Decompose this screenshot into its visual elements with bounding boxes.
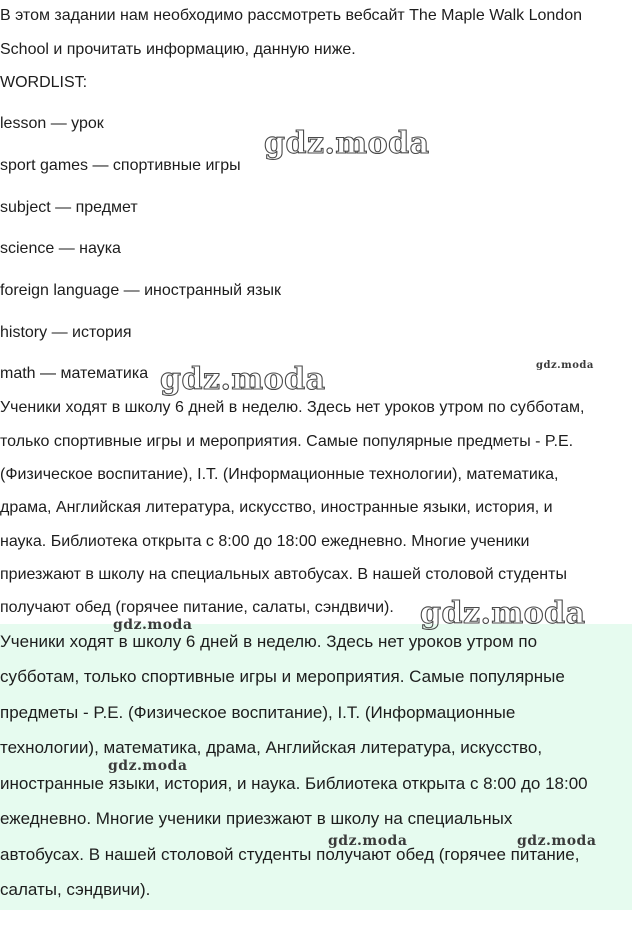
wordlist-item: history — история	[0, 324, 132, 341]
paragraph-line: наука. Библиотека открыта с 8:00 до 18:00 ежедневно. Многие ученики	[0, 533, 530, 550]
watermark-logo: gdz.moda	[264, 126, 430, 161]
paragraph-line: Ученики ходят в школу 6 дней в неделю. Здесь нет уроков утром по субботам,	[0, 399, 585, 416]
watermark-logo: gdz.moda	[328, 833, 408, 849]
watermark-logo: gdz.moda	[536, 360, 594, 371]
wordlist-item: lesson — урок	[0, 115, 104, 132]
wordlist-item: foreign language — иностранный язык	[0, 282, 281, 299]
wordlist-item: subject — предмет	[0, 199, 138, 216]
paragraph-line: получают обед (горячее питание, салаты, сэндвичи).	[0, 599, 394, 616]
answer-line: иностранные языки, история, и наука. Библиотека открыта с 8:00 до 18:00	[0, 774, 588, 793]
wordlist-heading: WORDLIST:	[0, 74, 88, 91]
intro-line-2: School и прочитать информацию, данную ниже.	[0, 41, 356, 58]
watermark-logo: gdz.moda	[420, 596, 586, 631]
answer-line: салаты, сэндвичи).	[0, 880, 151, 899]
wordlist-item: science — наука	[0, 240, 121, 257]
paragraph-line: приезжают в школу на специальных автобусах. В нашей столовой студенты	[0, 566, 567, 583]
wordlist-item: math — математика	[0, 365, 149, 382]
answer-line: автобусах. В нашей столовой студенты получают обед (горячее питание,	[0, 845, 580, 864]
paragraph-line: драма, Английская литература, искусство, иностранные языки, история, и	[0, 499, 553, 516]
watermark-logo: gdz.moda	[113, 617, 193, 633]
watermark-logo: gdz.moda	[160, 362, 326, 397]
paragraph-line: только спортивные игры и мероприятия. Самые популярные предметы - P.E.	[0, 433, 574, 450]
answer-line: ежедневно. Многие ученики приезжают в школу на специальных	[0, 809, 513, 828]
answer-line: субботам, только спортивные игры и мероприятия. Самые популярные	[0, 667, 565, 686]
answer-line: предметы - P.E. (Физическое воспитание), I.T. (Информационные	[0, 703, 516, 722]
watermark-logo: gdz.moda	[108, 758, 188, 774]
wordlist-item: sport games — спортивные игры	[0, 157, 241, 174]
paragraph-line: (Физическое воспитание), I.T. (Информационные технологии), математика,	[0, 466, 559, 483]
watermark-logo: gdz.moda	[517, 833, 597, 849]
intro-line-1: В этом задании нам необходимо рассмотреть вебсайт The Maple Walk London	[0, 7, 582, 24]
answer-line: Ученики ходят в школу 6 дней в неделю. Здесь нет уроков утром по	[0, 632, 538, 651]
answer-line: технологии), математика, драма, Английская литература, искусство,	[0, 738, 543, 757]
answer-box	[0, 624, 632, 910]
